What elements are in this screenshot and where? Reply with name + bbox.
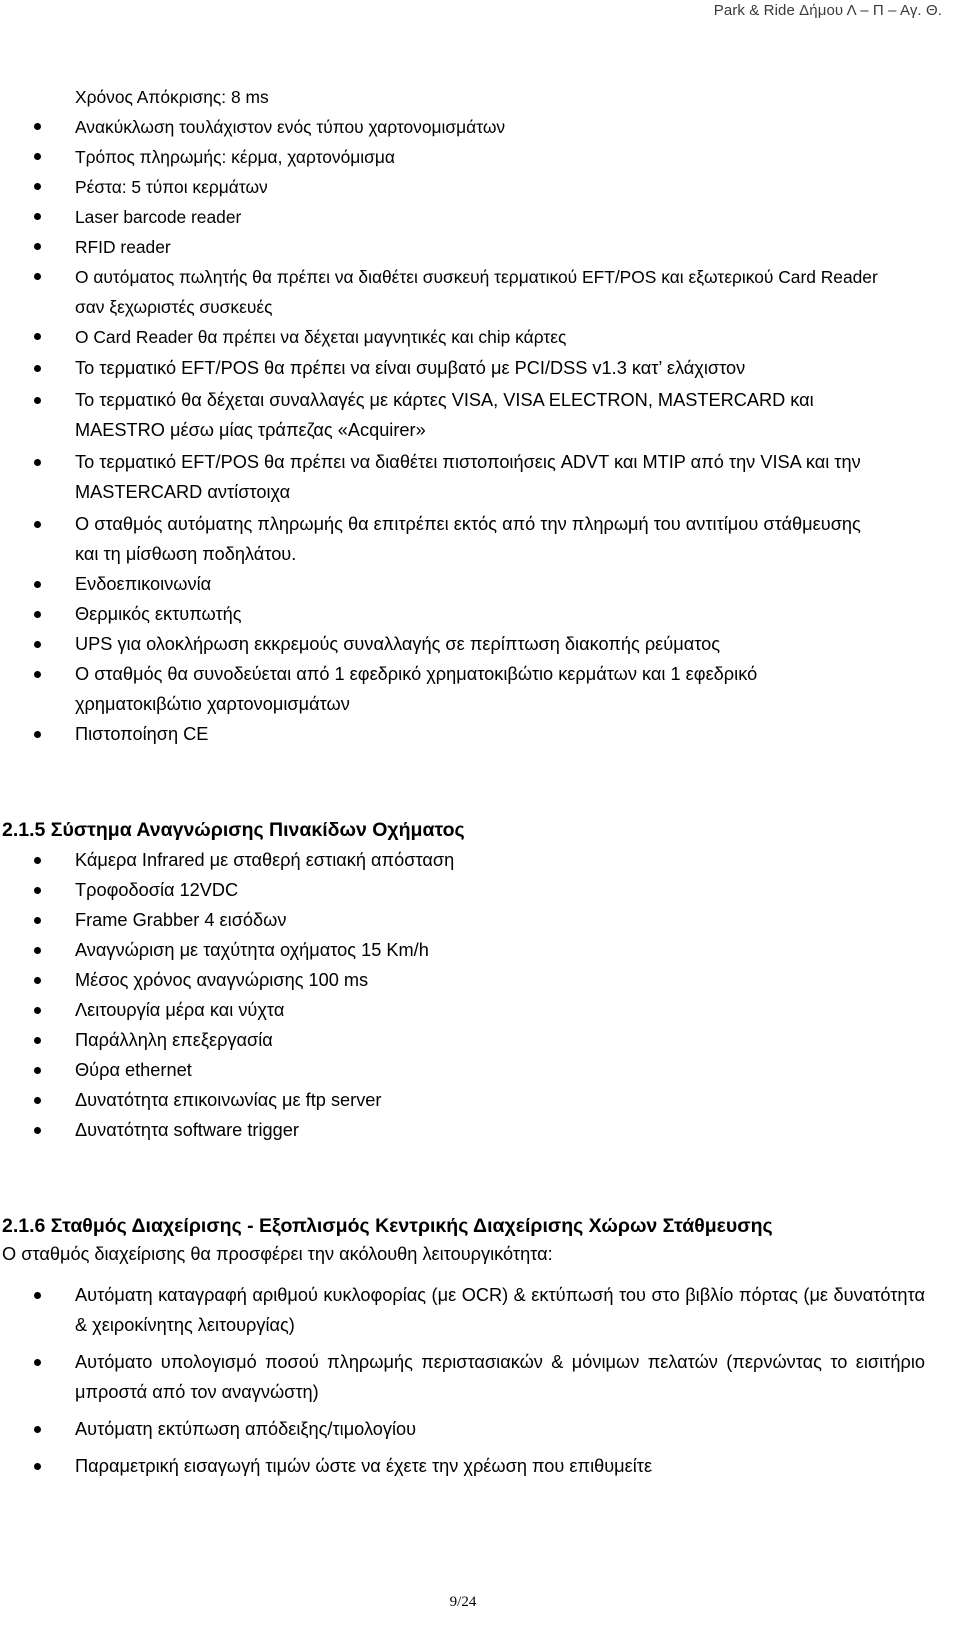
bullet-icon — [34, 1067, 41, 1074]
bullet-icon — [34, 641, 41, 648]
bullet-icon — [34, 581, 41, 588]
bullet-icon — [34, 123, 41, 130]
list-item — [0, 353, 885, 383]
list-item-text: Ο αυτόματος πωλητής θα πρέπει να διαθέτει συσκευή τερματικού EFT/POS και εξωτερικού Card Reader σαν ξεχωριστές συσκευές — [75, 267, 878, 317]
bullet-icon — [34, 1127, 41, 1134]
bullet-icon — [34, 731, 41, 738]
list-item — [0, 719, 885, 749]
bullet-icon — [34, 671, 41, 678]
bullet-icon — [34, 917, 41, 924]
bullet-icon — [34, 365, 41, 372]
list-item — [0, 1451, 885, 1481]
list-item-text: Παραμετρική εισαγωγή τιμών ώστε να έχετε την χρέωση που επιθυμείτε — [75, 1456, 653, 1476]
list-item — [0, 112, 885, 142]
list-item — [0, 1055, 885, 1085]
list-item-text: Ανακύκλωση τουλάχιστον ενός τύπου χαρτονομισμάτων — [75, 117, 506, 137]
bullet-icon — [34, 273, 41, 280]
list-item-text: Κάμερα Infrared με σταθερή εστιακή απόσταση — [75, 850, 455, 870]
list-item — [0, 1414, 885, 1444]
list-item-text: Δυνατότητα software trigger — [75, 1120, 299, 1140]
list-item-text: Χρόνος Απόκρισης: 8 ms — [75, 87, 269, 107]
bullet-icon — [34, 1359, 41, 1366]
bullet-icon — [34, 183, 41, 190]
list-item-text: Αυτόματη καταγραφή αριθμού κυκλοφορίας (με OCR) & εκτύπωσή του στο βιβλίο πόρτας (με δυνατότητα & χειροκίνητης λειτουργίας) — [75, 1285, 925, 1335]
list-item — [0, 322, 885, 352]
list-item — [0, 845, 885, 875]
list-item-text: Το τερματικό EFT/POS θα πρέπει να είναι συμβατό με PCI/DSS v1.3 κατ’ ελάχιστον — [75, 358, 746, 378]
list-item-text: Αυτόματο υπολογισμό ποσού πληρωμής περιστασιακών & μόνιμων πελατών (περνώντας το εισιτήριο μπροστά από τον αναγνώστη) — [75, 1352, 925, 1402]
list-item — [0, 262, 885, 322]
list-item-text: UPS για ολοκλήρωση εκκρεμούς συναλλαγής σε περίπτωση διακοπής ρεύματος — [75, 634, 721, 654]
list-item-text: Τρόπος πληρωμής: κέρμα, χαρτονόμισμα — [75, 147, 395, 167]
list-item — [0, 569, 885, 599]
list-item — [0, 509, 885, 569]
management-station-feature-list — [0, 1280, 960, 1481]
list-item-text: Laser barcode reader — [75, 207, 242, 227]
list-item-text: Ο Card Reader θα πρέπει να δέχεται μαγνητικές και chip κάρτες — [75, 327, 567, 347]
section-intro: Ο σταθμός διαχείρισης θα προσφέρει την ακόλουθη λειτουργικότητα: — [2, 1244, 553, 1264]
list-item-text: Το τερματικό θα δέχεται συναλλαγές με κάρτες VISA, VISA ELECTRON, MASTERCARD και MAESTRO μέσω μίας τράπεζας «Acquirer» — [75, 390, 814, 440]
list-item-text: Τροφοδοσία 12VDC — [75, 880, 239, 900]
list-item-text: Ρέστα: 5 τύποι κερμάτων — [75, 177, 268, 197]
bullet-icon — [34, 977, 41, 984]
list-item-text: Μέσος χρόνος αναγνώρισης 100 ms — [75, 970, 369, 990]
section-heading-2-1-5: 2.1.5 Σύστημα Αναγνώρισης Πινακίδων Οχήματος — [2, 819, 465, 841]
list-item — [0, 905, 885, 935]
list-item-text: RFID reader — [75, 237, 171, 257]
list-item — [0, 935, 885, 965]
list-item — [0, 875, 885, 905]
list-item-text: Λειτουργία μέρα και νύχτα — [75, 1000, 285, 1020]
list-item — [0, 447, 885, 507]
bullet-icon — [34, 521, 41, 528]
section-heading-2-1-6: 2.1.6 Σταθμός Διαχείρισης - Εξοπλισμός Κεντρικής Διαχείρισης Χώρων Στάθμευσης — [2, 1215, 773, 1237]
bullet-icon — [34, 1097, 41, 1104]
bullet-icon — [34, 1292, 41, 1299]
list-item-text: Δυνατότητα επικοινωνίας με ftp server — [75, 1090, 382, 1110]
bullet-icon — [34, 153, 41, 160]
bullet-icon — [34, 1463, 41, 1470]
bullet-icon — [34, 243, 41, 250]
list-item — [0, 1115, 885, 1145]
list-item — [0, 232, 885, 262]
bullet-icon — [34, 857, 41, 864]
list-item — [0, 965, 885, 995]
list-item-text: Θύρα ethernet — [75, 1060, 192, 1080]
list-item — [0, 385, 885, 445]
bullet-icon — [34, 397, 41, 404]
list-item-text: Πιστοποίηση CE — [75, 724, 209, 744]
list-item — [0, 1085, 885, 1115]
list-item — [0, 142, 885, 172]
list-item — [0, 1025, 885, 1055]
list-item — [0, 659, 885, 719]
list-item-text: Αυτόματη εκτύπωση απόδειξης/τιμολογίου — [75, 1419, 417, 1439]
list-item-text: Το τερματικό EFT/POS θα πρέπει να διαθέτει πιστοποιήσεις ADVT και MTIP από την VISA και την MASTERCARD αντίστοιχα — [75, 452, 861, 502]
bullet-icon — [34, 947, 41, 954]
bullet-icon — [34, 611, 41, 618]
list-item — [0, 629, 885, 659]
bullet-icon — [34, 333, 41, 340]
list-item — [0, 202, 885, 232]
bullet-icon — [34, 887, 41, 894]
list-item — [0, 599, 885, 629]
list-item-text: Ο σταθμός θα συνοδεύεται από 1 εφεδρικό χρηματοκιβώτιο κερμάτων και 1 εφεδρικό χρηματοκιβώτιο χαρτονομισμάτων — [75, 664, 758, 714]
list-item-text: Ο σταθμός αυτόματης πληρωμής θα επιτρέπει εκτός από την πληρωμή του αντιτίμου στάθμευσης και τη μίσθωση ποδηλάτου. — [75, 514, 861, 564]
list-item-text: Frame Grabber 4 εισόδων — [75, 910, 287, 930]
list-item — [0, 82, 885, 112]
running-header: Park & Ride Δήμου Λ – Π – Αγ. Θ. — [713, 2, 942, 19]
list-item — [0, 1347, 925, 1407]
bullet-icon — [34, 1426, 41, 1433]
list-item — [0, 995, 885, 1025]
device-spec-list-1 — [0, 82, 960, 352]
list-item — [0, 172, 885, 202]
list-item-text: Παράλληλη επεξεργασία — [75, 1030, 273, 1050]
plate-recognition-spec-list — [0, 845, 960, 1145]
list-item-text: Ενδοεπικοινωνία — [75, 574, 212, 594]
page-number: 9/24 — [449, 1594, 477, 1610]
list-item-text: Αναγνώριση με ταχύτητα οχήματος 15 Km/h — [75, 940, 429, 960]
bullet-icon — [34, 1007, 41, 1014]
bullet-icon — [34, 459, 41, 466]
device-spec-list-2 — [0, 353, 960, 749]
bullet-icon — [34, 213, 41, 220]
bullet-icon — [34, 1037, 41, 1044]
list-item-text: Θερμικός εκτυπωτής — [75, 604, 242, 624]
list-item — [0, 1280, 925, 1340]
